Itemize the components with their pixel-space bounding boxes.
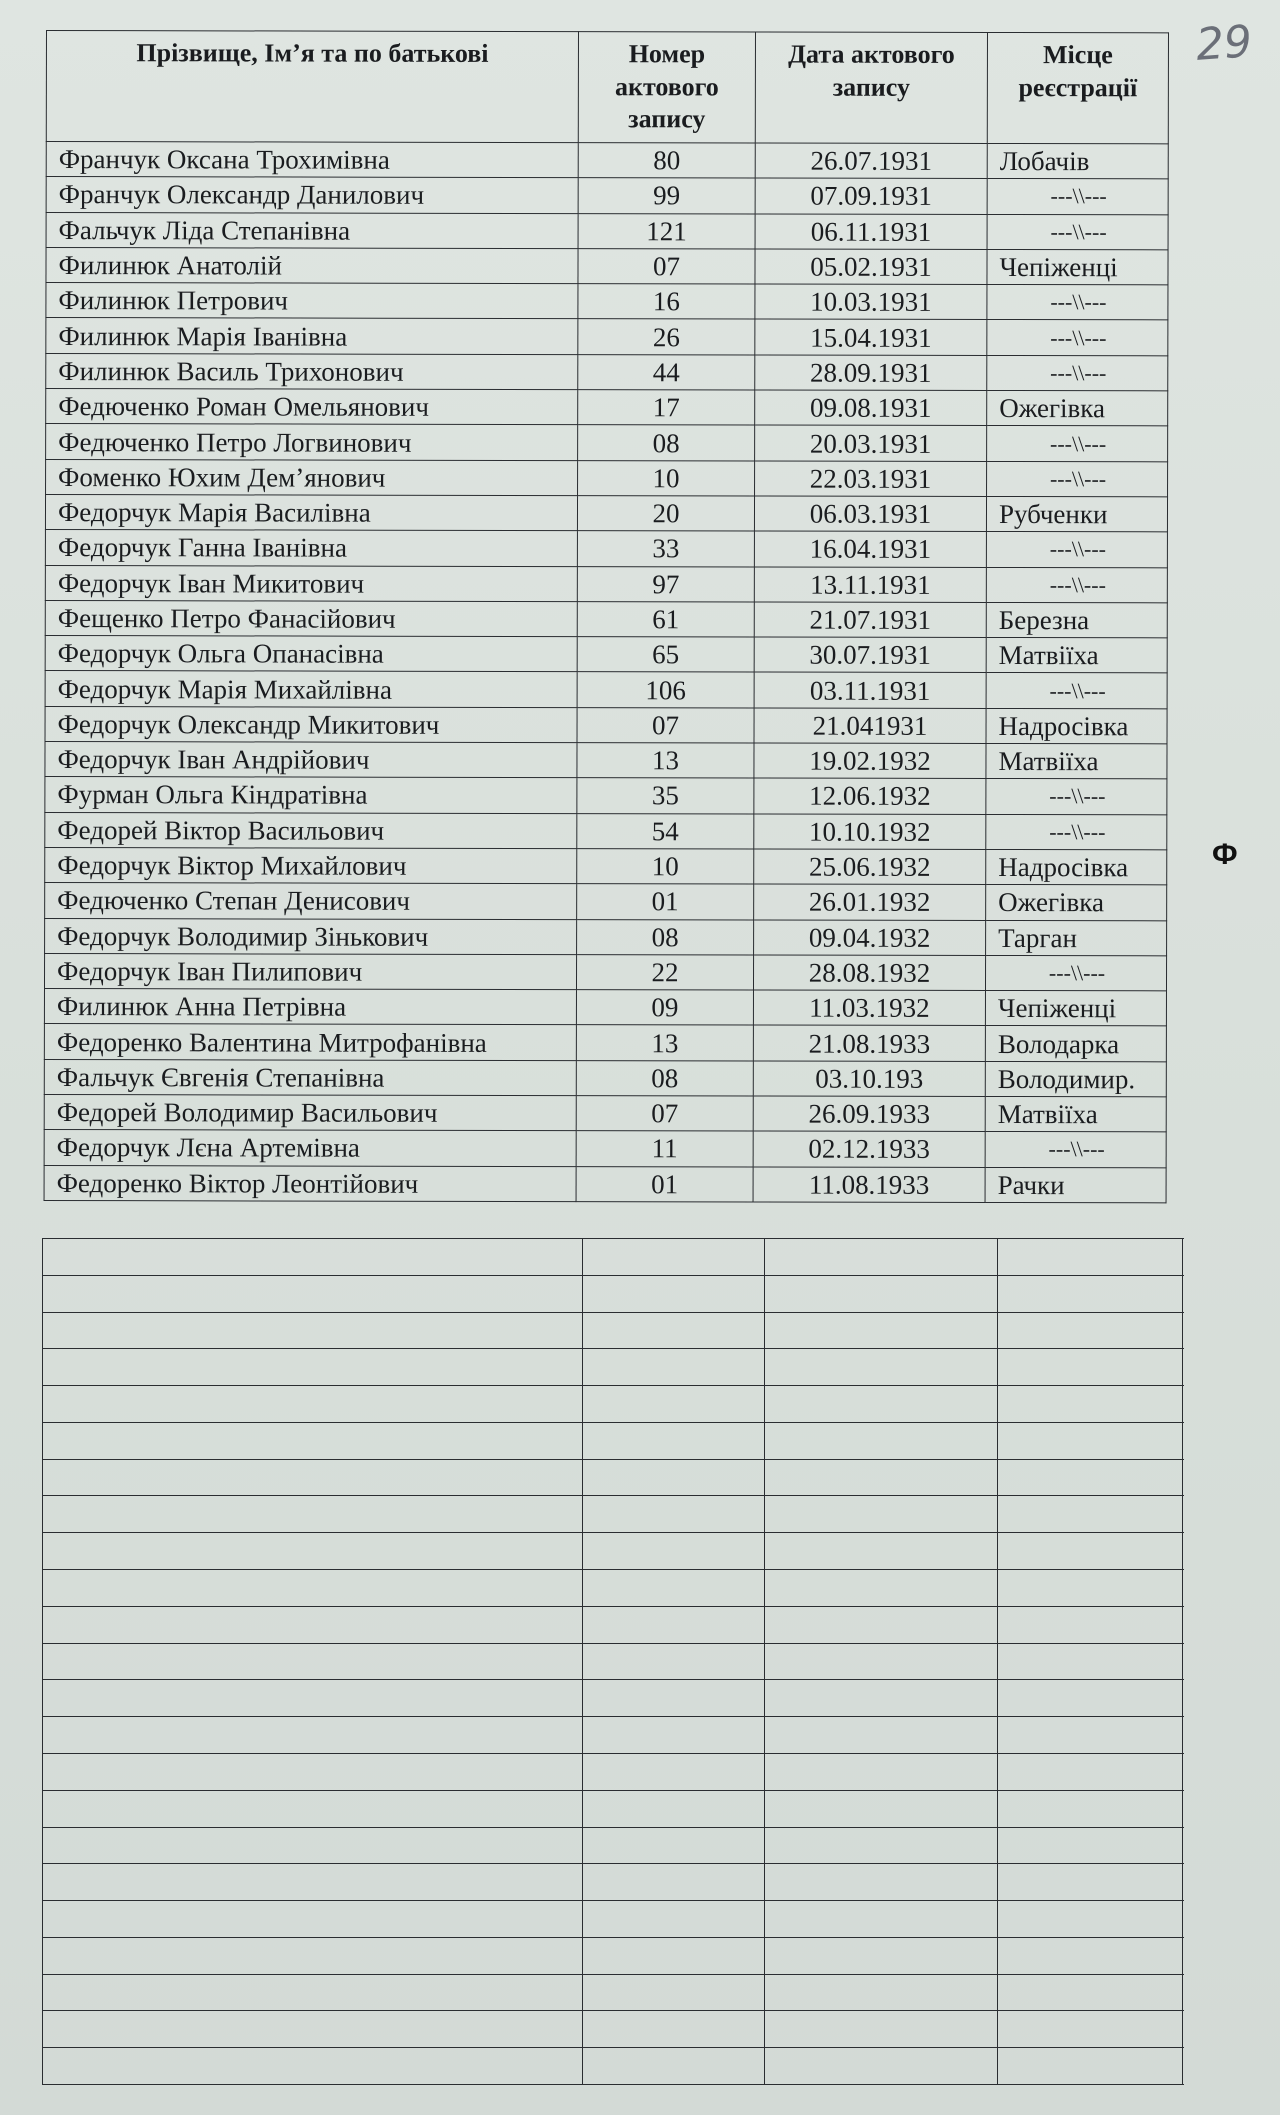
registration-place-cell: ---\\--- [987, 355, 1168, 391]
table-row [44, 953, 1166, 991]
registration-place-cell: Ожегівка [987, 391, 1168, 427]
table-row [44, 989, 1166, 1027]
registration-place-cell: Березна [986, 602, 1167, 638]
table-body [44, 142, 1168, 1203]
registration-place-cell: Рачки [985, 1167, 1166, 1203]
record-number-cell: 44 [578, 354, 755, 390]
registration-place-cell: Володимир. [985, 1061, 1166, 1097]
table-row [45, 600, 1167, 638]
header-registration-place: Місце реєстрації [987, 32, 1168, 143]
person-name-cell: Федорчук Ольга Опанасівна [45, 636, 577, 672]
record-number-cell: 11 [576, 1131, 753, 1167]
table-row [44, 1130, 1166, 1168]
registration-place-cell: Чепіженці [987, 249, 1168, 285]
person-name-cell: Франчук Оксана Трохимівна [46, 142, 578, 178]
person-name-cell: Федюченко Степан Денисович [45, 883, 577, 919]
table-row [45, 812, 1167, 850]
ruled-line [42, 1900, 1184, 1901]
table-row [45, 742, 1167, 780]
registration-place-cell: ---\\--- [987, 179, 1168, 215]
registration-place-cell: Лобачів [987, 143, 1168, 179]
ruled-line [42, 1348, 1184, 1349]
table-row [44, 1024, 1166, 1062]
record-number-cell: 35 [577, 778, 754, 814]
ruled-line [42, 2084, 1184, 2085]
record-number-cell: 16 [578, 284, 755, 320]
person-name-cell: Федорчук Марія Василівна [45, 494, 577, 530]
ruled-line [42, 1385, 1184, 1386]
person-name-cell: Фальчук Євгенія Степанівна [44, 1059, 576, 1095]
table-row [46, 318, 1168, 356]
header-record-number: Номер актового запису [578, 32, 755, 143]
person-name-cell: Федорчук Іван Микитович [45, 565, 577, 601]
person-name-cell: Федорчук Олександр Микитович [45, 706, 577, 742]
record-date-cell: 05.02.1931 [755, 249, 987, 285]
ruled-line [42, 1679, 1184, 1680]
record-number-cell: 22 [576, 954, 753, 990]
table-row [45, 530, 1167, 568]
column-divider [764, 1238, 765, 2084]
table-row [45, 883, 1167, 921]
header-record-date: Дата актового запису [755, 32, 987, 143]
record-date-cell: 16.04.1931 [754, 531, 986, 567]
table-row [44, 1165, 1166, 1203]
ruled-line [42, 1716, 1184, 1717]
table-row [46, 459, 1168, 497]
table-row [46, 212, 1168, 250]
registration-place-cell: Тарган [986, 920, 1167, 956]
record-number-cell: 121 [578, 213, 755, 249]
column-divider [1182, 1238, 1183, 2084]
record-number-cell: 54 [577, 813, 754, 849]
table-row [46, 424, 1168, 462]
record-date-cell: 21.08.1933 [753, 1025, 985, 1061]
registration-place-cell: Рубченки [986, 496, 1167, 532]
margin-letter: Ф [1212, 838, 1238, 871]
record-number-cell: 08 [577, 919, 754, 955]
table-header-row [46, 31, 1168, 144]
registration-place-cell: Матвіїха [986, 638, 1167, 674]
record-number-cell: 10 [577, 849, 754, 885]
table-row [45, 565, 1167, 603]
record-date-cell: 02.12.1933 [753, 1131, 985, 1167]
record-number-cell: 17 [578, 390, 755, 426]
record-date-cell: 10.03.1931 [755, 284, 987, 320]
table-row [46, 247, 1168, 285]
record-date-cell: 26.01.1932 [754, 884, 986, 920]
registration-place-cell: ---\\--- [987, 320, 1168, 356]
person-name-cell: Филинюк Петрович [46, 283, 578, 319]
record-number-cell: 09 [576, 990, 753, 1026]
person-name-cell: Федорчук Віктор Михайлович [45, 847, 577, 883]
registration-place-cell: ---\\--- [986, 779, 1167, 815]
record-date-cell: 13.11.1931 [754, 567, 986, 603]
ruled-line [42, 2047, 1184, 2048]
record-date-cell: 21.07.1931 [754, 602, 986, 638]
registration-place-cell: ---\\--- [987, 214, 1168, 250]
registration-place-cell: ---\\--- [987, 426, 1168, 462]
person-name-cell: Федюченко Петро Логвинович [46, 424, 578, 460]
ruled-line [42, 2010, 1184, 2011]
table-row [45, 918, 1167, 956]
person-name-cell: Федорей Володимир Васильович [44, 1095, 576, 1131]
person-name-cell: Федорчук Марія Михайлівна [45, 671, 577, 707]
table-row [45, 777, 1167, 815]
record-date-cell: 28.09.1931 [755, 355, 987, 391]
record-date-cell: 26.09.1933 [753, 1096, 985, 1132]
record-number-cell: 106 [577, 672, 754, 708]
record-date-cell: 09.08.1931 [755, 390, 987, 426]
person-name-cell: Фещенко Петро Фанасійович [45, 600, 577, 636]
record-date-cell: 25.06.1932 [754, 849, 986, 885]
ruled-line [42, 1937, 1184, 1938]
record-number-cell: 13 [577, 743, 754, 779]
table-row [45, 847, 1167, 885]
record-number-cell: 13 [576, 1025, 753, 1061]
person-name-cell: Федорчук Іван Андрійович [45, 742, 577, 778]
record-date-cell: 03.10.193 [753, 1061, 985, 1097]
record-number-cell: 33 [577, 531, 754, 567]
record-date-cell: 11.08.1933 [753, 1167, 985, 1203]
registration-place-cell: ---\\--- [986, 532, 1167, 568]
registration-place-cell: ---\\--- [986, 673, 1167, 709]
record-date-cell: 22.03.1931 [755, 461, 987, 497]
record-date-cell: 20.03.1931 [755, 425, 987, 461]
registration-place-cell: ---\\--- [985, 1132, 1166, 1168]
column-divider [582, 1238, 583, 2084]
person-name-cell: Фоменко Юхим Дем’янович [46, 459, 578, 495]
record-number-cell: 26 [578, 319, 755, 355]
record-date-cell: 12.06.1932 [754, 778, 986, 814]
record-number-cell: 01 [577, 884, 754, 920]
registration-place-cell: ---\\--- [986, 814, 1167, 850]
person-name-cell: Федорчук Іван Пилипович [44, 953, 576, 989]
registration-place-cell: Надросівка [986, 708, 1167, 744]
ruled-line [42, 1606, 1184, 1607]
registration-place-cell: ---\\--- [986, 567, 1167, 603]
ruled-line [42, 1238, 1184, 1239]
record-date-cell: 03.11.1931 [754, 672, 986, 708]
record-number-cell: 07 [578, 249, 755, 285]
table-row [45, 671, 1167, 709]
table-row [45, 706, 1167, 744]
record-date-cell: 09.04.1932 [754, 920, 986, 956]
person-name-cell: Филинюк Анатолій [46, 247, 578, 283]
ruled-line [42, 1863, 1184, 1864]
record-number-cell: 61 [577, 601, 754, 637]
page-number: 29 [1194, 16, 1254, 71]
person-name-cell: Федорчук Володимир Зінькович [45, 918, 577, 954]
record-number-cell: 10 [578, 460, 755, 496]
person-name-cell: Филинюк Василь Трихонович [46, 353, 578, 389]
person-name-cell: Федюченко Роман Омельянович [46, 389, 578, 425]
person-name-cell: Федоренко Валентина Митрофанівна [44, 1024, 576, 1060]
record-number-cell: 08 [578, 425, 755, 461]
ruled-line [42, 1790, 1184, 1791]
registration-place-cell: Матвіїха [985, 1096, 1166, 1132]
record-number-cell: 07 [576, 1096, 753, 1132]
ruled-line [42, 1275, 1184, 1276]
registration-place-cell: Чепіженці [985, 991, 1166, 1027]
table-row [46, 142, 1168, 180]
ruled-line [42, 1532, 1184, 1533]
table-row [46, 353, 1168, 391]
table-row [46, 177, 1168, 215]
record-number-cell: 99 [578, 178, 755, 214]
birth-registry-table [44, 30, 1169, 1203]
person-name-cell: Федорей Віктор Васильович [45, 812, 577, 848]
registration-place-cell: Ожегівка [986, 885, 1167, 921]
table-row [46, 389, 1168, 427]
record-number-cell: 97 [577, 566, 754, 602]
record-number-cell: 07 [577, 707, 754, 743]
person-name-cell: Федорчук Ганна Іванівна [45, 530, 577, 566]
table-row [45, 636, 1167, 674]
ruled-line [42, 1753, 1184, 1754]
ruled-line [42, 1827, 1184, 1828]
blank-ruled-rows [42, 1238, 1184, 2084]
record-number-cell: 65 [577, 637, 754, 673]
record-date-cell: 06.03.1931 [754, 496, 986, 532]
registration-place-cell: ---\\--- [987, 285, 1168, 321]
ruled-line [42, 1643, 1184, 1644]
person-name-cell: Федорчук Лєна Артемівна [44, 1130, 576, 1166]
record-date-cell: 19.02.1932 [754, 743, 986, 779]
record-number-cell: 80 [578, 143, 755, 179]
person-name-cell: Фальчук Ліда Степанівна [46, 212, 578, 248]
record-date-cell: 21.041931 [754, 708, 986, 744]
ruled-line [42, 1422, 1184, 1423]
record-date-cell: 28.08.1932 [753, 955, 985, 991]
person-name-cell: Фурман Ольга Кіндратівна [45, 777, 577, 813]
table-row [46, 283, 1168, 321]
record-date-cell: 11.03.1932 [753, 990, 985, 1026]
person-name-cell: Франчук Олександр Данилович [46, 177, 578, 213]
record-date-cell: 26.07.1931 [755, 143, 987, 179]
table-row [45, 494, 1167, 532]
person-name-cell: Филинюк Марія Іванівна [46, 318, 578, 354]
record-number-cell: 01 [576, 1166, 753, 1202]
column-divider [42, 1238, 43, 2084]
record-date-cell: 10.10.1932 [754, 814, 986, 850]
registration-place-cell: Надросівка [986, 849, 1167, 885]
registration-place-cell: ---\\--- [985, 955, 1166, 991]
record-date-cell: 15.04.1931 [755, 319, 987, 355]
table-row [44, 1059, 1166, 1097]
record-number-cell: 08 [576, 1060, 753, 1096]
ruled-line [42, 1974, 1184, 1975]
table-row [44, 1095, 1166, 1133]
record-date-cell: 30.07.1931 [754, 637, 986, 673]
registration-place-cell: ---\\--- [987, 461, 1168, 497]
record-date-cell: 06.11.1931 [755, 214, 987, 250]
ruled-line [42, 1459, 1184, 1460]
person-name-cell: Федоренко Віктор Леонтійович [44, 1165, 576, 1201]
ruled-line [42, 1495, 1184, 1496]
ruled-line [42, 1312, 1184, 1313]
header-name: Прізвище, Ім’я та по батькові [46, 31, 578, 143]
registration-place-cell: Матвіїха [986, 744, 1167, 780]
ruled-line [42, 1569, 1184, 1570]
column-divider [997, 1238, 998, 2084]
registration-place-cell: Володарка [985, 1026, 1166, 1062]
record-date-cell: 07.09.1931 [755, 178, 987, 214]
person-name-cell: Филинюк Анна Петрівна [44, 989, 576, 1025]
record-number-cell: 20 [577, 496, 754, 532]
